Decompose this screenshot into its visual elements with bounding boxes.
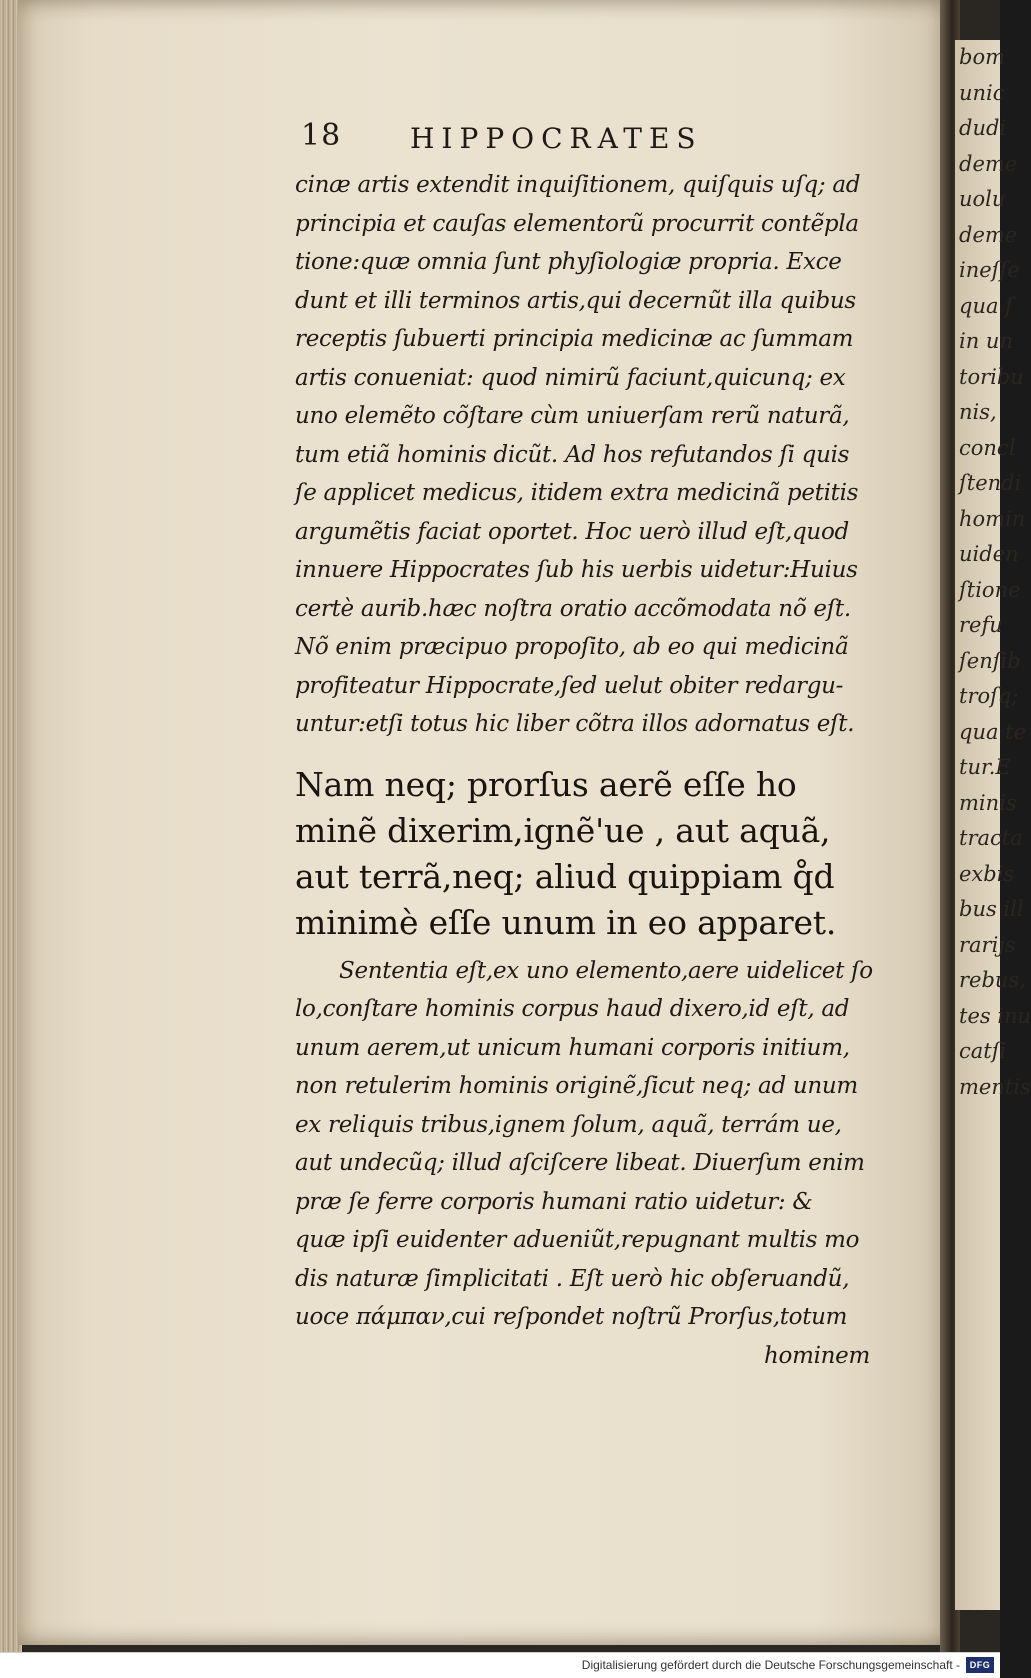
facing-page-fragment: unic (959, 80, 1005, 105)
facing-page-fragment: uolu (959, 187, 1006, 211)
facing-page-fragment: catſi (959, 1039, 1007, 1063)
text-line: principia et cauſas elementorũ procurrit contẽpla (295, 210, 859, 237)
text-line: quæ ipſi euidenter adueniũt,repugnant multis mo (295, 1227, 860, 1253)
text-line: dunt et illi terminos artis,qui decernũt illa quibus (295, 287, 856, 314)
facing-page-fragment: homin (959, 506, 1026, 531)
text-line: Nõ enim præcipuo propoſito, ab eo qui medicinã (295, 634, 849, 660)
lemma-line: minimè eſſe unum in eo apparet. (295, 902, 837, 942)
catchword: hominem (764, 1342, 870, 1369)
facing-page-fragment: toribu (959, 364, 1024, 389)
facing-page-fragment: in un (959, 329, 1013, 353)
facing-page-fragment: qua te (959, 719, 1027, 744)
dfg-logo-icon: DFG (966, 1657, 994, 1673)
text-line: cinæ artis extendit inquiſitionem, quiſquis uſq; ad (295, 172, 861, 198)
facing-page-fragment: tracta (959, 826, 1023, 850)
facing-page-fragment: mentis (959, 1074, 1031, 1099)
text-line: receptis ſubuerti principia medicinæ ac ſummam (295, 326, 854, 352)
text-line: profiteatur Hippocrate,ſed uelut obiter redargu- (295, 672, 844, 699)
facing-page-fragment: minis (959, 790, 1017, 815)
text-line: lo,conſtare hominis corpus haud dixero,id eſt, ad (295, 996, 850, 1022)
lemma-line: minẽ dixerim,ignẽ'ue , aut aquã, (295, 810, 831, 850)
page-header (295, 118, 870, 166)
text-line: præ ſe ferre corporis humani ratio uidetur: & (295, 1188, 813, 1215)
facing-page-fragment: deme (959, 151, 1018, 176)
text-line: ex reliquis tribus,ignem ſolum, aquã, terrám ue, (295, 1111, 842, 1138)
facing-page-fragment: dudi (959, 116, 1007, 140)
facing-page-fragment: ineſſe (959, 258, 1020, 282)
facing-page-fragment: tes inu (959, 1003, 1031, 1028)
facing-page-fragment: ſenſib (959, 648, 1021, 673)
facing-page-fragment: bom (959, 45, 1005, 69)
text-line: tione:quæ omnia ſunt phyſiologiæ propria. Exce (295, 249, 842, 275)
facing-page-edge (955, 40, 1031, 1610)
text-line: innuere Hippocrates ſub his uerbis uidetur:Huius (295, 557, 858, 583)
text-line: artis conueniat: quod nimirũ faciunt,quicunq; ex (295, 364, 846, 391)
text-line: non retulerim hominis originẽ,ſicut neq; ad unum (295, 1073, 858, 1099)
running-head: HIPPOCRATES (410, 122, 703, 155)
text-line: Sententia eſt,ex uno elemento,aere uidelicet ſo (339, 957, 873, 984)
facing-page-fragment: refu (959, 613, 1003, 637)
page-text-block (295, 118, 873, 1375)
text-line: untur:etſi totus hic liber cõtra illos adornatus eſt. (295, 711, 855, 737)
lemma-line: Nam neq; prorſus aerẽ eſſe ho (295, 764, 797, 804)
facing-page-fragment: bus ill (959, 897, 1024, 921)
facing-page-fragment: tur.E (959, 755, 1011, 779)
text-line: dis naturæ ſimplicitati . Eſt uerò hic obſeruandũ, (295, 1265, 850, 1292)
funding-credit: Digitalisierung gefördert durch die Deutsche Forschungsgemeinschaft - (581, 1658, 960, 1672)
commentary-text-upper (295, 166, 870, 744)
lemma-text (295, 762, 870, 946)
facing-page-fragment: ſtione (959, 577, 1021, 602)
footer-bar (0, 1652, 1000, 1678)
facing-page-fragment: exbis (959, 861, 1015, 886)
commentary-text-lower (295, 952, 873, 1337)
facing-page-fragment: qua ſ (959, 293, 1013, 318)
facing-page-fragment: rebus, (959, 968, 1026, 992)
lemma-line: aut terrã,neq; aliud quippiam q̊d (295, 856, 835, 896)
facing-page-fragment: concl (959, 435, 1016, 460)
page-number: 18 (301, 118, 342, 153)
text-line: argumẽtis faciat oportet. Hoc uerò illud eſt,quod (295, 518, 849, 545)
facing-page-fragment: troſq; (959, 684, 1019, 708)
facing-page-fragment: ſtendi (959, 471, 1022, 495)
text-line: certè aurib.hæc noſtra oratio accõmodata nõ eſt. (295, 595, 851, 622)
text-line: tum etiã hominis dicũt. Ad hos refutandos ſi quis (295, 441, 850, 468)
text-line: uoce πάμπαν,cui reſpondet noſtrũ Prorſus,totum (295, 1304, 848, 1330)
facing-page-fragment: uiden (959, 542, 1019, 566)
facing-page-fragment: rarijs (959, 932, 1016, 957)
facing-page-fragment: deme (959, 222, 1018, 247)
facing-page-fragment: nis, (959, 400, 997, 424)
text-line: unum aerem,ut unicum humani corporis initium, (295, 1034, 850, 1061)
text-line: uno elemẽto cõſtare cùm uniuerſam rerũ naturã, (295, 403, 850, 429)
text-line: aut undecũq; illud aſciſcere libeat. Diuerſum enim (295, 1150, 865, 1176)
text-line: ſe applicet medicus, itidem extra medicinã petitis (295, 480, 859, 506)
